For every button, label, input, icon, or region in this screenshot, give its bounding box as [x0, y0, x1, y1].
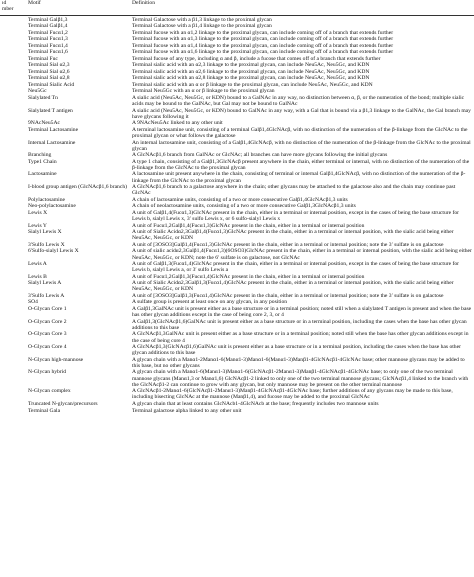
- row-id-cell: [0, 127, 26, 140]
- definition-cell: A sulfate group is present at least once on any glycan, in any position: [132, 299, 288, 306]
- motif-cell: O-Glycan Core 1: [28, 306, 67, 312]
- table-body: [0, 16, 474, 414]
- row-id-cell: [0, 107, 26, 120]
- table-row: [0, 95, 474, 108]
- definition-cell: A glycan chain with a Manα1-2Manα1-6(Manα1-3)Manα1-6(Manα1-3)Manβ1-4GlcNAcβ1-4GlcNAc base; other mannose glycans may be added to this base, but no other glycans: [132, 356, 465, 369]
- motif-cell: Terminal Sial α2,3: [28, 62, 70, 69]
- row-id-cell: [0, 407, 26, 414]
- row-id-cell: [0, 369, 26, 388]
- definition-cell: A unit of sialic acidα2,3Galβ1,4(Fucα1,3)(6OSO3)GlcNAc present in the chain, either in a terminal or internal position, with the sialic acid being either Neu5Ac, Neu5Gc, or KDN; note the 6′ sulfate is on galactose, not GlcNAc: [132, 248, 472, 261]
- table-row: [0, 357, 474, 370]
- header-id: ıd mber: [0, 0, 26, 16]
- table-row: [0, 184, 474, 197]
- row-id-cell: [0, 388, 26, 401]
- definition-cell: A GlcNAcβ1,3GalNAc unit is present either as a base structure or in a terminal position; noted still when the base has other glycan additions except in the case of being core 4: [132, 331, 469, 344]
- motif-cell: Polylactosamine: [28, 196, 65, 203]
- motif-cell: O-Glycan Core 2: [28, 318, 67, 325]
- table-row: [0, 248, 474, 261]
- row-id-cell: [0, 280, 26, 293]
- motif-cell: I-blood group antigen (GlcNAcβ1,6 branch): [28, 184, 127, 191]
- definition-cell: A GlcNAcβ1,6 branch to a galactose anywhere in the chain; other glycans may be attached to the galactose also and the chain may continue past GlcNAc: [132, 184, 456, 197]
- definition-cell: Terminal fucose with an α1,3 linkage to the proximal glycan, can include coming off of a branch that extends further: [132, 36, 394, 43]
- table-row: [0, 407, 474, 414]
- table-row: [0, 210, 474, 223]
- definition-cell: Terminal galactose alpha linked to any other unit: [132, 407, 242, 414]
- motif-cell: Lactosamine: [28, 171, 57, 178]
- definition-cell: A glycan chain with a Manα1-6(Manα1-3)Manα1-6(GlcNAcβ1-2Manα1-3)Manβ1-4GlcNAcβ1-4GlcNAc base; to only one of the two terminal mannose glycans (Manα1,3 or Manα1,6) GlcNAcβ1-2 linked to only one of the two terminal mannose glycans; GlcNAcβ1,4 linked to the branch with the GlcNAcβ1-2 can continue to grow with any glycan, but only mannose may be present on the other terminal mannose: [132, 369, 469, 388]
- definition-cell: A chain of neolactosamine units, consisting of a two or more consecutive Galβ1,3GlcNAcβ1,3 units: [132, 203, 356, 210]
- motif-cell: Sialyl Lewis X: [28, 229, 62, 236]
- motif-cell: Neu5Gc: [28, 88, 47, 95]
- row-id-cell: [0, 248, 26, 261]
- motif-cell: Terminal Sialic Acid: [28, 81, 75, 88]
- definition-cell: A unit of Fucα1,2Galβ1,3(Fucα1,4)GlcNAc present in the chain, either in a terminal or internal position: [132, 273, 365, 280]
- motif-cell: Terminal Galβ1,4: [28, 23, 68, 30]
- table-row: [0, 388, 474, 401]
- motif-cell: Terminal Sial α2,8: [28, 75, 70, 82]
- motif-cell: Terminal Fuc: [28, 55, 58, 62]
- row-id-cell: [0, 139, 26, 152]
- definition-cell: Terminal sialic acid with an α or β linkage to the proximal glycan, can include Neu5Ac, Neu5Gc, and KDN: [132, 81, 373, 88]
- row-id-cell: [0, 171, 26, 184]
- motif-cell: Lewis A: [28, 261, 47, 268]
- motif-cell: Terminal Gala: [28, 407, 61, 414]
- row-id-cell: [0, 229, 26, 242]
- definition-cell: A Galβ1,3GalNAc unit is present either as a base structure or in a terminal position; noted still when a sialylated T antigen is present and when the base has other glycan additions except in the case of being core 2, 3, or 4: [132, 306, 472, 319]
- motif-cell: O-Glycan Core 3: [28, 331, 67, 338]
- motif-cell: N-Glycan high-mannose: [28, 356, 84, 363]
- table-header-row: [0, 0, 474, 16]
- motif-cell: Terminal Fucα1,6: [28, 49, 68, 56]
- header-definition: Definition: [130, 0, 474, 16]
- definition-cell: Terminal fucose of any type, including α and β, include a fucose that comes off of a branch that extends further: [132, 55, 381, 62]
- motif-cell: Branching: [28, 152, 52, 159]
- motif-cell: Lewis X: [28, 209, 48, 216]
- definition-cell: Terminal sialic acid with an α2,6 linkage to the proximal glycan, can include Neu5Ac, Neu5Gc, and KDN: [132, 68, 370, 75]
- row-id-cell: [0, 16, 26, 23]
- motif-cell: Terminal Fucα1,2: [28, 29, 68, 36]
- motif-cell: Sialyl Lewis A: [28, 280, 62, 287]
- definition-cell: A 9NAcNeu5Ac linked to any other unit: [132, 120, 223, 127]
- definition-cell: Terminal sialic acid with an α2,3 linkage to the proximal glycan, can include Neu5Ac, Neu5Gc, and KDN: [132, 62, 370, 69]
- motif-cell: 3′Sulfo Lewis X: [28, 241, 65, 248]
- motif-cell: Type1 Chain: [28, 158, 57, 165]
- table-row: [0, 127, 474, 140]
- definition-cell: Terminal Galactose with a β1,3 linkage to the proximal glycan: [132, 16, 272, 23]
- motif-cell: Terminal Sial α2,6: [28, 68, 70, 75]
- motif-cell: SO4: [28, 299, 38, 306]
- definition-cell: A lactosamine unit present anywhere in the chain, consisting of terminal or internal Galβ1,4GlcNAcβ, with no distinction of the numeration of the β-linkage from the GlcNAc to the proximal glycan: [132, 171, 466, 184]
- row-id-cell: [0, 95, 26, 108]
- definition-cell: A unit of Galβ1,4(Fucα1,3)GlcNAc present in the chain, either in a terminal or internal position, except in the cases of being the base structure for Lewis b, sialyl Lewis x, 3′ sulfo Lewis x, or 6 sulfo-sialyl Lewis x: [132, 209, 460, 223]
- header-motif: Motif: [26, 0, 130, 16]
- definition-cell: Terminal Galactose with a β1,4 linkage to the proximal glycan: [132, 23, 272, 30]
- definition-cell: Terminal fucose with an α1,6 linkage to the proximal glycan, can include coming off of a branch that extends further: [132, 49, 394, 56]
- table-row: [0, 139, 474, 152]
- motif-cell: Internal Lactosamine: [28, 139, 76, 146]
- motif-cell: Truncated N-glycan/precursors: [28, 400, 98, 407]
- motif-cell: 9NAcNeu5Ac: [28, 120, 60, 127]
- definition-cell: A GlcNAcβ1,6 branch from GalNAc or GlcNAc; all branches can have more glycans following the initial glycans: [132, 152, 388, 159]
- motif-cell: Terminal Fucα1,4: [28, 42, 68, 49]
- definition-cell: A unit of Galβ1,3(Fucα1,4)GlcNAc present in the chain, either in a terminal or internal position, except in the cases of being the base structure for Lewis b, sialyl Lewis a, or 3′ sulfo Lewis a: [132, 261, 460, 274]
- motif-cell: 3′Sulfo Lewis A: [28, 292, 65, 299]
- table-row: [0, 331, 474, 344]
- row-id-cell: [0, 344, 26, 357]
- definition-cell: A GlcNAcβ1,3(GlcNAcβ1,6)GalNAc unit is present either as a base structure or in a terminal position, including the cases when the base has other glycan additions to this base: [132, 344, 461, 357]
- definition-cell: A type 1 chain, consisting of a Galβ1,3GlcNAcβ present anywhere in the chain, either terminal or internal, with no distinction of the numeration of the β-linkage from the GlcNAc to the proximal glycan: [132, 158, 470, 171]
- row-id-cell: [0, 159, 26, 172]
- definition-cell: Terminal Neu5Gc with an α or β linkage to the proximal glycan: [132, 88, 275, 95]
- table-row: [0, 319, 474, 332]
- motif-cell: Terminal Lactosamine: [28, 126, 79, 133]
- definition-cell: Terminal fucose with an α1,4 linkage to the proximal glycan, can include coming off of a branch that extends further: [132, 42, 394, 49]
- table-row: [0, 107, 474, 120]
- table-row: [0, 280, 474, 293]
- table-row: [0, 344, 474, 357]
- row-id-cell: [0, 331, 26, 344]
- table-row: [0, 159, 474, 172]
- definition-cell: A terminal lactosamine unit, consisting of a terminal Galβ1,4GlcNAcβ, with no distinction of the numeration of the β-linkage from the GlcNAc to the proximal glycan or what follows the galactose: [132, 126, 468, 140]
- row-id-cell: [0, 357, 26, 370]
- motif-cell: Terminal Fucα1,3: [28, 36, 68, 43]
- table-row: [0, 171, 474, 184]
- motif-cell: Lewis B: [28, 273, 47, 280]
- definition-cell: A sialic acid (Neu5Ac, Neu5Gc, or KDN) bound to a GalNAc in any way, no distinction between α, β, or the numeration of the bond; multiple sialic acids may be bound to the GalNAc, but Gal may not be bound to GalNAc: [132, 94, 465, 108]
- definition-cell: A Galβ1,3(GlcNAcβ1,6)GalNAc unit is present either as a base structure or in a terminal position, including the cases when the base has other glycan additions to this base: [132, 318, 467, 331]
- motif-cell: N-Glycan complex: [28, 388, 71, 395]
- definition-cell: Terminal sialic acid with an α2,8 linkage to the proximal glycan, can include Neu5Ac, Neu5Gc, and KDN: [132, 75, 370, 82]
- motif-cell: 6′Sulfo-sialyl Lewis X: [28, 248, 79, 255]
- row-id-cell: [0, 210, 26, 223]
- row-id-cell: [0, 184, 26, 197]
- definition-cell: A chain of lactosamine units, consisting of a two or more consecutive Galβ1,4GlcNAcβ1,3 units: [132, 196, 348, 203]
- row-id-cell: [0, 319, 26, 332]
- row-id-cell: [0, 306, 26, 319]
- motif-cell: Lewis Y: [28, 222, 47, 229]
- definition-cell: A unit of Sialic Acidα2,3Galβ1,4(Fucα1,3)GlcNAc present in the chain, either in a terminal or internal position, with the sialic acid being either Neu5Ac, Neu5Gc, or KDN: [132, 229, 454, 242]
- row-id-cell: [0, 261, 26, 274]
- definition-cell: A GlcNAcβ1-2Manα1-6(GlcNAcβ1-2Manα1-3)Manβ1-4GlcNAcβ1-4GlcNAc base; further additions of any glycans may be made to this base, including bisecting GlcNAc at the mannose (Manβ1,4), and fucose may be added to the proximal GlcNAc: [132, 388, 453, 401]
- table-row: [0, 306, 474, 319]
- table-row: [0, 369, 474, 388]
- motif-cell: Sialylated T antigen: [28, 107, 73, 114]
- motif-cell: Terminal Galβ1,3: [28, 16, 68, 23]
- definition-cell: An internal lactosamine unit, consisting of a Galβ1,4GlcNAcβ, with no distinction of the numeration of the β-linkage from the GlcNAc to the proximal glycan: [132, 139, 471, 152]
- definition-cell: A unit of Sialic Acidα2,3Galβ1,3(Fucα1,4)GlcNAc present in the chain, either in a terminal or internal position, with the sialic acid being either Neu5Ac, Neu5Gc, or KDN: [132, 280, 454, 293]
- motif-cell: O-Glycan Core 4: [28, 344, 67, 351]
- table-row: [0, 261, 474, 274]
- definition-cell: A unit of Fucα1,2Galβ1,4(Fucα1,3)GlcNAc present in the chain, either in a terminal or internal position: [132, 222, 365, 229]
- table-row: [0, 16, 474, 23]
- table-row: [0, 229, 474, 242]
- definition-cell: A unit of [3OSO3]Galβ1,4(Fucα1,3)GlcNAc present in the chain, either in a terminal or internal position; note the 3′ sulfate is on galactose: [132, 241, 444, 248]
- definition-cell: Terminal fucose with an α1,2 linkage to the proximal glycan, can include coming off of a branch that extends further: [132, 29, 394, 36]
- motif-cell: Neo-polylactosamine: [28, 203, 76, 210]
- definition-cell: A unit of [3OSO3]Galβ1,3(Fucα1,4)GlcNAc present in the chain, either in a terminal or internal position; note the 3′ sulfate is on galactose: [132, 292, 444, 299]
- definition-cell: A glycan chain that at least contains GlcNAcb1-4GlcNAcb at the base; frequently includes two mannose units: [132, 400, 379, 407]
- definition-cell: A sialic acid (Neu5Ac, Neu5Gc, or KDN) bound to GalNAc in any way, with a Gal that is bound via a β1,3 linkage to the GalNAc, the Gal branch may have glycans following it: [132, 107, 471, 120]
- motif-cell: N-Glycan hybrid: [28, 369, 67, 376]
- motif-cell: Sialylated Tn: [28, 94, 58, 101]
